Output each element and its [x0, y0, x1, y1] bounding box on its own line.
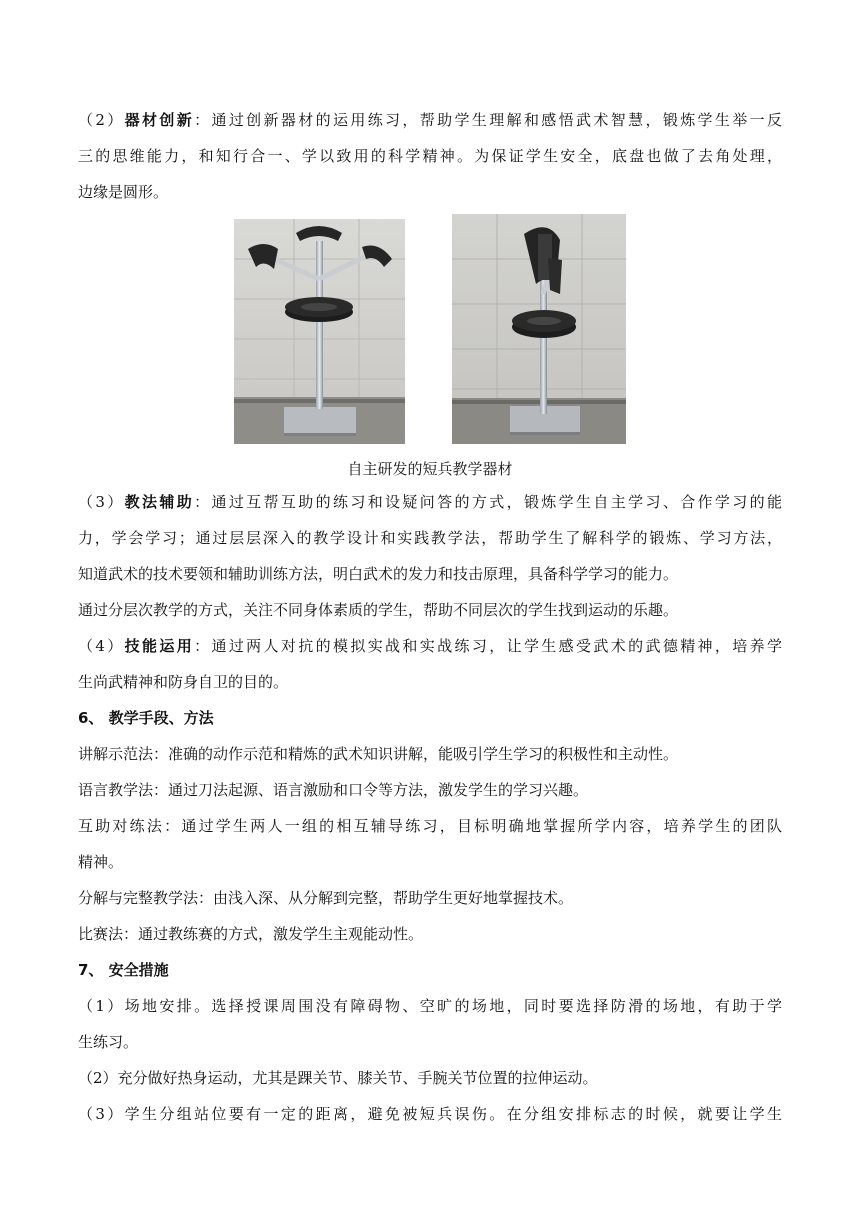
equipment-text-1: ：通过创新器材的运用练习，帮助学生理解和感悟武术智慧，锻炼学生举一反	[194, 111, 782, 129]
tire-stand-front-photo	[234, 219, 405, 444]
safety-item-1-line-2: 生练习。	[78, 1033, 139, 1051]
teaching-label: （3）	[78, 493, 125, 511]
safety-item-1-line-1: （1）场地安排。选择授课周围没有障碍物、空旷的场地，同时要选择防滑的场地，有助于学	[78, 997, 782, 1015]
safety-item-3: （3）学生分组站位要有一定的距离，避免被短兵误伤。在分组安排标志的时候，就要让学生	[78, 1105, 782, 1123]
equipment-label: （2）	[78, 111, 125, 129]
method-competition: 比赛法：通过教练赛的方式，激发学生主观能动性。	[78, 925, 424, 943]
skill-label: （4）	[78, 637, 125, 655]
equipment-paragraph-line-3: 边缘是圆形。	[78, 183, 169, 201]
equipment-paragraph-line-2: 三的思维能力，和知行合一、学以致用的科学精神。为保证学生安全，底盘也做了去角处理，	[78, 147, 782, 165]
skill-text-1: ：通过两人对抗的模拟实战和实战练习，让学生感受武术的武德精神，培养学	[194, 637, 782, 655]
teaching-text-1: ：通过互帮互助的练习和设疑问答的方式，锻炼学生自主学习、合作学习的能	[194, 493, 782, 511]
equipment-title: 器材创新	[124, 111, 195, 129]
figure-caption: 自主研发的短兵教学器材	[347, 460, 513, 478]
skill-title: 技能运用	[124, 637, 195, 655]
method-demonstration: 讲解示范法：准确的动作示范和精炼的武术知识讲解，能吸引学生学习的积极性和主动性。	[78, 745, 679, 763]
safety-item-2: （2）充分做好热身运动，尤其是踝关节、膝关节、手腕关节位置的拉伸运动。	[78, 1069, 598, 1087]
method-mutual-practice-line-2: 精神。	[78, 853, 124, 871]
tire-stand-side-photo	[452, 214, 626, 444]
teaching-title: 教法辅助	[124, 493, 195, 511]
section-6-heading: 6、 教学手段、方法	[78, 709, 214, 727]
teaching-paragraph-line-1	[78, 492, 782, 512]
section-7-heading: 7、 安全措施	[78, 961, 169, 979]
method-language: 语言教学法：通过刀法起源、语言激励和口令等方法，激发学生的学习兴趣。	[78, 781, 589, 799]
skill-paragraph-line-1	[78, 636, 782, 656]
method-mutual-practice-line-1: 互助对练法：通过学生两人一组的相互辅导练习，目标明确地掌握所学内容，培养学生的团队	[78, 817, 782, 835]
equipment-paragraph-line-1	[78, 110, 782, 130]
teaching-paragraph-line-3: 知道武术的技术要领和辅助训练方法，明白武术的发力和技击原理，具备科学学习的能力。	[78, 565, 679, 583]
teaching-paragraph-line-4: 通过分层次教学的方式，关注不同身体素质的学生，帮助不同层次的学生找到运动的乐趣。	[78, 601, 679, 619]
teaching-paragraph-line-2: 力，学会学习；通过层层深入的教学设计和实践教学法，帮助学生了解科学的锻炼、学习方法，	[78, 529, 782, 547]
skill-paragraph-line-2: 生尚武精神和防身自卫的目的。	[78, 673, 289, 691]
method-decomposition: 分解与完整教学法：由浅入深、从分解到完整，帮助学生更好地掌握技术。	[78, 889, 574, 907]
